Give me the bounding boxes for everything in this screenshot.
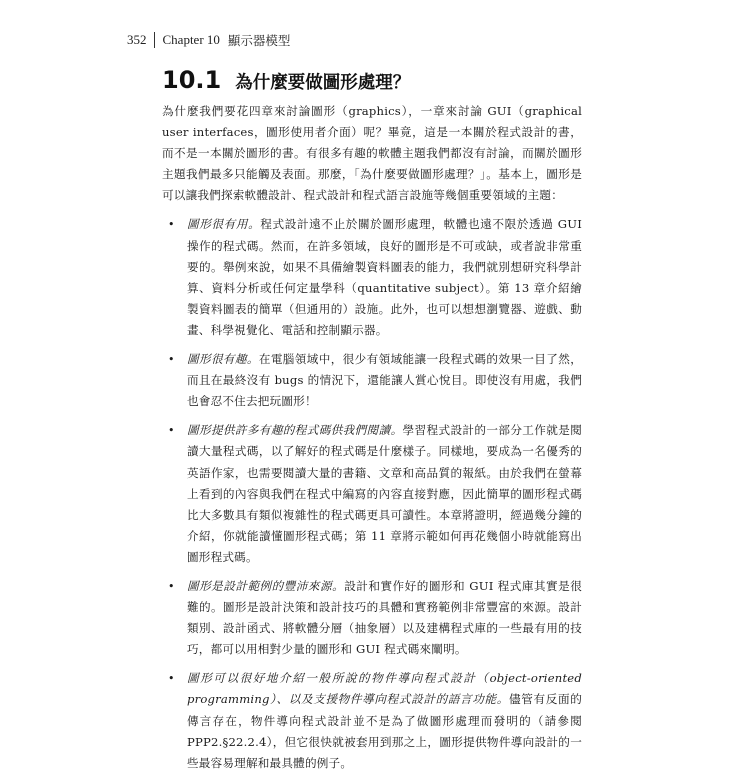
bullet-list [162,214,582,773]
bullet-item [162,420,582,568]
bullet-item [162,668,582,773]
bullet-icon: • [168,672,175,686]
bullet-icon: • [168,218,175,232]
bullet-item [162,349,582,412]
bullet-lead: 圖形很有用。 [187,217,261,232]
page-number: 352 [127,32,147,47]
bullet-lead: 圖形很有趣。 [187,352,259,367]
bullet-lead-tail: ）、以及支援物件導向程式設計的語言功能。 [269,692,510,707]
bullet-lead: 圖形是設計範例的豐沛來源。 [187,578,345,593]
bullet-lead: 圖形提供許多有趣的程式碼供我們閱讀。 [187,423,403,438]
bullet-icon: • [168,353,175,367]
bullet-item [162,576,582,660]
intro-paragraph: 為什麼我們要花四章來討論圖形（graphics），一章來討論 GUI（graphical user interfaces，圖形使用者介面）呢？畢竟，這是一本關於程式設計的書，而不是一本關於圖形的書。有很多有趣的軟體主題我們都沒有討論，而關於圖形主題我們最多只能觸及表面。那麼，「為什麼要做圖形處理？」。基本上，圖形是可以讓我們探索軟體設計、程式設計和程式語言設施等幾個重要領域的主題： [162,104,582,203]
bullet-item [162,214,582,341]
section-number: 10.1 [162,66,222,94]
bullet-icon: • [168,424,175,438]
section-heading [162,66,410,94]
bullet-icon: • [168,579,175,593]
section-title: 為什麼要做圖形處理？ [235,73,411,93]
chapter-title: 顯示器模型 [227,33,291,48]
bullet-lead-english: object-oriented programming [187,671,582,707]
bullet-text: 學習程式設計的一部分工作就是閱讀大量程式碼，以了解好的程式碼是什麼樣子。同樣地，要成為一名優秀的英語作家，也需要閱讀大量的書籍、文章和高品質的報紙。由於我們在螢幕上看到的內容與我們在程式中編寫的內容直接對應，因此簡單的圖形程式碼比大多數具有類似複雜性的程式碼更具可讀性。本章將證明，經過幾分鐘的介紹，你就能讀懂圖形程式碼；第 11 章將示範如何再花幾個小時就能寫出圖形程式碼。 [187,423,582,564]
header-divider [154,32,155,48]
running-header [127,31,290,49]
bullet-text: 在電腦領域中，很少有領域能讓一段程式碼的效果一目了然，而且在最終沒有 bugs 的情況下，還能讓人賞心悅目。即使沒有用處，我們也會忍不住去把玩圖形！ [187,352,583,409]
bullet-text: 儘管有反面的傳言存在，物件導向程式設計並不是為了做圖形處理而發明的（請參閱 PPP2.§22.2.4），但它很快就被套用到那之上，圖形提供物件導向設計的一些最容易理解和最具體的例子。 [187,692,582,770]
bullet-text: 程式設計遠不止於關於圖形處理，軟體也遠不限於透過 GUI 操作的程式碼。然而，在許多領域，良好的圖形是不可或缺，或者說非常重要的。舉例來說，如果不具備繪製資料圖表的能力，我們就別想研究科學計算、資料分析或任何定量學科（quantitative subject）。第 13 章介紹繪製資料圖表的簡單（但通用的）設施。此外，也可以想想瀏覽器、遊戲、動畫、科學視覺化、電話和控制顯示器。 [187,217,582,337]
bullet-text: 設計和實作好的圖形和 GUI 程式庫其實是很難的。圖形是設計決策和設計技巧的具體和實務範例非常豐富的來源。設計類別、設計函式、將軟體分層（抽象層）以及建構程式庫的一些最有用的技巧，都可以用相對少量的圖形和 GUI 程式碼來闡明。 [187,578,583,657]
bullet-lead: 圖形可以很好地介紹一般所說的物件導向程式設計（ [187,671,490,686]
chapter-label: Chapter 10 [162,32,220,47]
body-text [162,101,582,774]
